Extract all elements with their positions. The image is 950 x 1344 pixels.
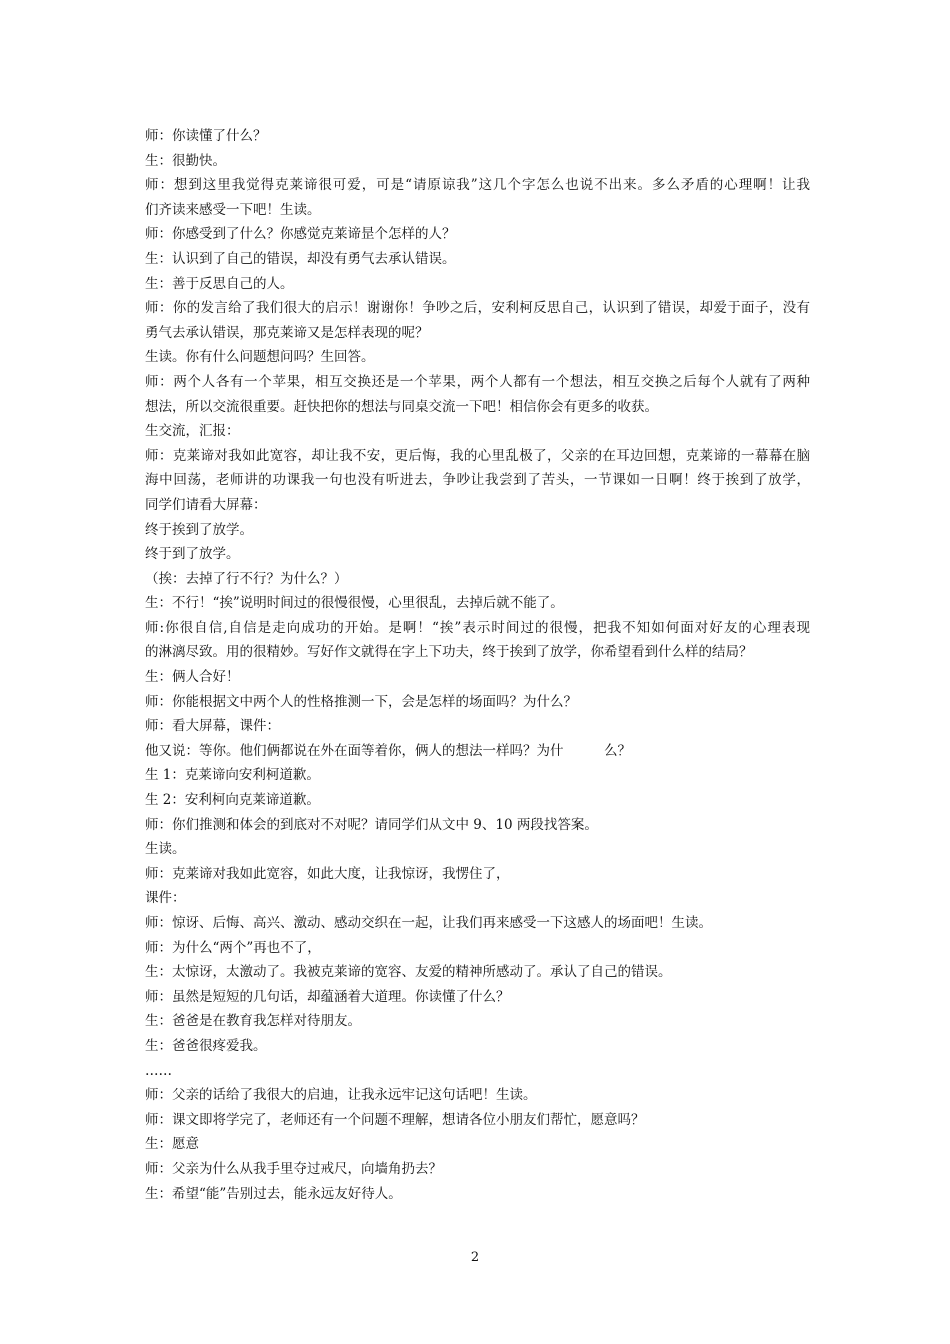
- document-body: [145, 124, 810, 1206]
- text-line: 生：很勤快。: [145, 152, 226, 169]
- text-line: 师：惊讶、后悔、高兴、激动、感动交织在一起，让我们再来感受一下这感人的场面吧！生读。: [145, 915, 712, 931]
- text-line: 生：爸爸很疼爱我。: [145, 1037, 267, 1054]
- text-line: 生读。: [145, 841, 186, 858]
- text-line: 师：想到这里我觉得克莱谛很可爱，可是“请原谅我”这几个字怎么也说不出来。多么矛盾的心理啊！让我: [145, 177, 810, 194]
- text-line: 师：为什么“两个”再也不了，: [145, 939, 321, 956]
- text-line: 生：愿意: [145, 1136, 199, 1153]
- text-line: 课件：: [145, 890, 186, 907]
- text-line: 们齐读来感受一下吧！生读。: [145, 201, 321, 218]
- text-line: 海中回荡，老师讲的功课我一句也没有听进去，争吵让我尝到了苦头，一节课如一日啊！终于挨到了放学，: [145, 472, 810, 489]
- text-line: 生：认识到了自己的错误，却没有勇气去承认错误。: [145, 250, 456, 267]
- text-line: 师：看大屏幕，课件：: [145, 718, 280, 735]
- text-line: 生：不行！“挨”说明时间过的很慢很慢，心里很乱，去掉后就不能了。: [145, 595, 564, 612]
- text-line: ……: [145, 1062, 172, 1079]
- text-line: 师：父亲为什么从我手里夺过戒尺，向墙角扔去？: [145, 1160, 442, 1177]
- text-line: 师:你很自信,自信是走向成功的开始。是啊！“挨”表示时间过的很慢，把我不知如何面对好友的心理表现: [145, 619, 810, 636]
- text-line: 师：课文即将学完了，老师还有一个问题不理解，想请各位小朋友们帮忙，愿意吗？: [145, 1111, 645, 1128]
- text-line: 生：太惊讶，太激动了。我被克莱谛的宽容、友爱的精神所感动了。承认了自己的错误。: [145, 964, 672, 981]
- text-line: 生 1：克莱谛向安利柯道歉。: [145, 767, 320, 784]
- text-line: 他又说：等你。他们俩都说在外在面等着你，俩人的想法一样吗？为什 么？: [145, 742, 631, 759]
- text-line: 师：虽然是短短的几句话，却蕴涵着大道理。你读懂了什么？: [145, 988, 510, 1005]
- text-line: 师：你的发言给了我们很大的启示！谢谢你！争吵之后，安利柯反思自己，认识到了错误，却爱于面子，没有: [145, 300, 810, 317]
- text-line: 生 2：安利柯向克莱谛道歉。: [145, 792, 320, 809]
- text-line: 终于挨到了放学。: [145, 521, 253, 538]
- text-line: 师：两个人各有一个苹果，相互交换还是一个苹果，两个人都有一个想法，相互交换之后每个人就有了两种: [145, 373, 810, 390]
- text-line: 生：希望“能”告别过去，能永远友好待人。: [145, 1185, 402, 1202]
- text-line: 生：俩人合好！: [145, 669, 240, 686]
- text-line: 的淋漓尽致。用的很精妙。写好作文就得在字上下功夫，终于挨到了放学，你希望看到什么样的结局？: [145, 644, 753, 661]
- text-line: 师：克莱谛对我如此宽容，如此大度，让我惊讶，我愣住了，: [145, 865, 510, 882]
- text-line: 师：你读懂了什么？: [145, 128, 267, 144]
- text-line: 师：你感受到了什么？你感觉克莱谛昰个怎样的人？: [145, 226, 456, 243]
- text-line: 勇气去承认错误，那克莱谛又是怎样表现的呢？: [145, 324, 429, 341]
- text-line: 师：你能根据文中两个人的性格推测一下，会是怎样的场面吗？为什么？: [145, 693, 577, 710]
- text-line: 生：爸爸是在教育我怎样对待朋友。: [145, 1013, 361, 1030]
- text-line: 生：善于反思自己的人。: [145, 275, 294, 292]
- text-line: 师：父亲的话给了我很大的启迪，让我永远牢记这句话吧！生读。: [145, 1087, 537, 1104]
- text-line: 师：你们推测和体会的到底对不对呢？请同学们从文中 9、10 两段找答案。: [145, 816, 598, 833]
- text-line: 生读。你有什么问题想问吗？生回答。: [145, 349, 375, 366]
- text-line: （挨：去掉了行不行？为什么？）: [145, 570, 348, 587]
- text-line: 师：克莱谛对我如此宽容，却让我不安，更后悔，我的心里乱极了，父亲的在耳边回想，克莱谛的一幕幕在脑: [145, 447, 810, 464]
- text-line: 生交流，汇报：: [145, 423, 240, 440]
- text-line: 想法，所以交流很重要。赶快把你的想法与同桌交流一下吧！相信你会有更多的收获。: [145, 398, 658, 415]
- text-line: 终于到了放学。: [145, 546, 240, 563]
- text-line: 同学们请看大屏幕：: [145, 496, 267, 513]
- page-number: 2: [470, 1250, 480, 1265]
